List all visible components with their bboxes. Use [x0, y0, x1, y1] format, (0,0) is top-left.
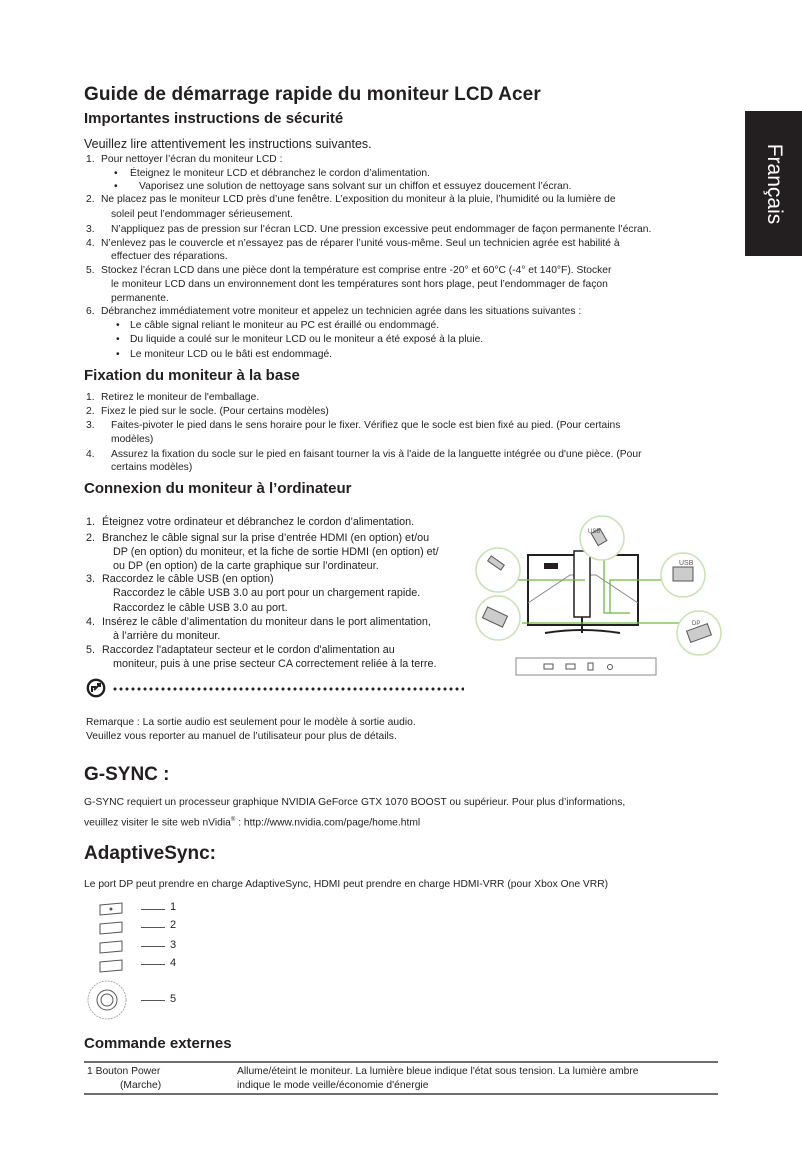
callout-line	[141, 964, 165, 965]
list-item-cont: Raccordez le câble USB 3.0 au port.	[113, 602, 288, 614]
bullet: •	[116, 320, 120, 331]
button-label-1: 1	[170, 901, 177, 913]
list-item: Stockez l’écran LCD dans une pièce dont la température est comprise entre -20° et 60°C (-4° et 140°F). Stocker	[101, 265, 612, 276]
list-item: Le câble signal reliant le moniteur au PC est éraillé ou endommagé.	[130, 320, 440, 331]
table-bottom-rule	[84, 1093, 718, 1095]
control-description-cont: indique le mode veille/économie d'énergie	[237, 1080, 429, 1091]
base-heading: Fixation du moniteur à la base	[84, 367, 300, 384]
list-num: 6.	[86, 306, 95, 317]
list-num: 1.	[86, 516, 96, 528]
callout-line	[141, 1000, 165, 1001]
list-num: 5.	[86, 265, 95, 276]
list-item: N’enlevez pas le couvercle et n’essayez pas de réparer l’unité vous-même. Seul un technicien agrée est habilité à	[101, 238, 620, 249]
list-item-cont: permanente.	[111, 293, 169, 304]
list-item: Faites-pivoter le pied dans le sens horaire pour le fixer. Vérifiez que le socle est bien fixé au pied. (Pour certains	[111, 420, 621, 431]
list-item: Ne placez pas le moniteur LCD près d’une fenêtre. L’exposition du moniteur à la pluie, l’humidité ou la lumière de	[101, 194, 616, 205]
list-item: Branchez le câble signal sur la prise d’entrée HDMI (en option) et/ou	[102, 532, 430, 544]
list-item: Assurez la fixation du socle sur le pied en faisant tourner la vis à l'aide de la languette intégrée ou d'une pièce. (Pour	[111, 449, 642, 460]
list-num: 4.	[86, 449, 95, 460]
adaptivesync-heading: AdaptiveSync:	[84, 843, 216, 864]
list-item: Pour nettoyer l’écran du moniteur LCD :	[101, 154, 283, 165]
adaptivesync-text: Le port DP peut prendre en charge AdaptiveSync, HDMI peut prendre en charge HDMI-VRR (pour Xbox One VRR)	[84, 879, 609, 890]
gsync-text-1: G-SYNC requiert un processeur graphique NVIDIA GeForce GTX 1070 BOOST ou supérieur. Pour plus d’informations,	[84, 797, 626, 808]
list-item: N’appliquez pas de pression sur l’écran LCD. Une pression excessive peut endommager de façon permanente l’écran.	[111, 224, 652, 235]
note-text-1: Remarque : La sortie audio est seulement pour le modèle à sortie audio.	[86, 717, 416, 728]
button-label-2: 2	[170, 919, 177, 931]
list-num: 2.	[86, 406, 95, 417]
list-item: Raccordez l'adaptateur secteur et le cordon d'alimentation au	[102, 644, 395, 656]
bullet: •	[116, 349, 120, 360]
list-item-cont: moniteur, puis à une prise secteur CA correctement reliée à la terre.	[113, 658, 437, 670]
list-item: Éteignez le moniteur LCD et débranchez le cordon d’alimentation.	[130, 168, 430, 179]
control-name: 1 Bouton Power	[87, 1066, 161, 1077]
connect-heading: Connexion du moniteur à l’ordinateur	[84, 480, 352, 497]
list-num: 3.	[86, 573, 96, 585]
safety-heading: Importantes instructions de sécurité	[84, 110, 344, 127]
list-item-cont: modèles)	[111, 434, 154, 445]
list-item-cont: ou DP (en option) de la carte graphique sur l’ordinateur.	[113, 560, 379, 572]
safety-lead: Veuillez lire attentivement les instructions suivantes.	[84, 137, 372, 151]
list-item-cont: DP (en option) du moniteur, et la fiche de sortie HDMI (en option) et/	[113, 546, 439, 558]
control-description: Allume/éteint le moniteur. La lumière bleue indique l'état sous tension. La lumière ambre	[237, 1066, 639, 1077]
list-num: 3.	[86, 224, 95, 235]
button-label-3: 3	[170, 939, 177, 951]
callout-line	[141, 909, 165, 910]
bullet: •	[114, 168, 118, 179]
list-item-cont: effectuer des réparations.	[111, 251, 228, 262]
list-item: Éteignez votre ordinateur et débranchez le cordon d’alimentation.	[102, 516, 415, 528]
connection-diagram	[470, 515, 730, 680]
note-divider	[112, 687, 464, 691]
button-label-5: 5	[170, 993, 177, 1005]
nvidia-link[interactable]: : http://www.nvidia.com/page/home.html	[235, 817, 421, 829]
gsync-heading: G-SYNC :	[84, 764, 170, 785]
list-item: Vaporisez une solution de nettoyage sans solvant sur un chiffon et essuyez doucement l’écran.	[139, 181, 572, 192]
list-item-cont: certains modèles)	[111, 462, 193, 473]
control-name-cont: (Marche)	[120, 1080, 162, 1091]
page-title: Guide de démarrage rapide du moniteur LCD Acer	[84, 84, 541, 105]
list-item-cont: à l’arrière du moniteur.	[113, 630, 221, 642]
list-item: Insérez le câble d’alimentation du moniteur dans le port alimentation,	[102, 616, 431, 628]
list-num: 4.	[86, 616, 96, 628]
list-item: Fixez le pied sur le socle. (Pour certains modèles)	[101, 406, 329, 417]
list-item-cont: soleil peut l’endommager sérieusement.	[111, 209, 294, 220]
bullet: •	[116, 334, 120, 345]
list-num: 2.	[86, 194, 95, 205]
list-item: Raccordez le câble USB (en option)	[102, 573, 274, 585]
list-item: Retirez le moniteur de l'emballage.	[101, 392, 260, 403]
list-num: 4.	[86, 238, 95, 249]
callout-line	[141, 946, 165, 947]
bullet: •	[114, 181, 118, 192]
button-label-4: 4	[170, 957, 177, 969]
list-num: 5.	[86, 644, 96, 656]
note-icon	[86, 678, 106, 698]
table-top-rule	[84, 1061, 718, 1063]
gsync-text-2: veuillez visiter le site web nVidia® : http://www.nvidia.com/page/home.html	[84, 817, 421, 829]
list-item: Débranchez immédiatement votre moniteur et appelez un technicien agrée dans les situations suivantes :	[101, 306, 582, 317]
controls-heading: Commande externes	[84, 1035, 232, 1052]
callout-line	[141, 927, 165, 928]
list-num: 2.	[86, 532, 96, 544]
svg-text:USB: USB	[679, 560, 694, 567]
svg-text:USB: USB	[588, 529, 601, 535]
list-item-cont: Raccordez le câble USB 3.0 au port pour un chargement rapide.	[113, 587, 421, 599]
note-text-2: Veuillez vous reporter au manuel de l’utilisateur pour plus de détails.	[86, 731, 397, 742]
list-num: 1.	[86, 392, 95, 403]
list-item-cont: le moniteur LCD dans un environnement dont les températures sont hors plage, peut l’endommager de façon	[111, 279, 608, 290]
language-tab-label: Français	[762, 143, 786, 224]
control-buttons-diagram	[84, 895, 154, 1025]
list-item: Du liquide a coulé sur le moniteur LCD ou le moniteur a été exposé à la pluie.	[130, 334, 484, 345]
svg-text:DP: DP	[692, 621, 701, 627]
list-num: 3.	[86, 420, 95, 431]
list-item: Le moniteur LCD ou le bâti est endommagé.	[130, 349, 333, 360]
list-num: 1.	[86, 154, 95, 165]
language-tab	[745, 111, 802, 256]
